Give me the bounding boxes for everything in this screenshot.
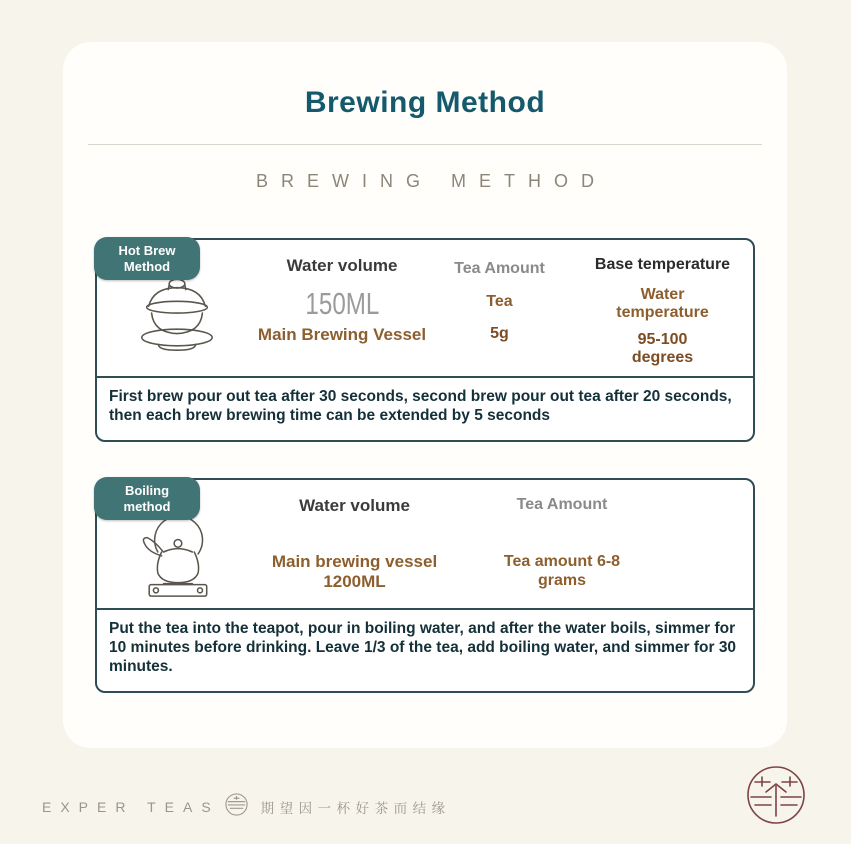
brand-name: EXPER TEAS [42, 799, 220, 815]
base-temperature-header: Base temperature [594, 256, 731, 273]
hot-brew-note: First brew pour out tea after 30 seconds, second brew pour out tea after 20 seconds, then each brew brewing time can be extended by 5 seconds [109, 388, 732, 424]
temperature-range: 95-100 degrees [631, 330, 694, 367]
water-temperature-label: Water temperature [616, 286, 709, 322]
boiling-card [95, 478, 755, 693]
tea-label: Tea [486, 293, 513, 310]
brand-slogan: 期望因一杯好茶而结缘 [260, 801, 451, 816]
hot-brew-badge: Hot Brew Method [94, 237, 200, 280]
boiling-badge: Boiling method [94, 477, 200, 520]
tea-seal-icon [743, 762, 809, 833]
vessel-label: Main Brewing Vessel [257, 325, 427, 344]
page-subtitle: BREWING METHOD [256, 171, 607, 191]
hot-brew-card [95, 238, 755, 442]
tea-amount-label: Tea amount 6-8 grams [503, 553, 621, 590]
water-volume-header: Water volume [286, 256, 398, 275]
vessel-volume-label: Main brewing vessel 1200ML [271, 552, 438, 592]
tea-cup-icon [224, 792, 249, 822]
tea-grams: 5g [490, 325, 509, 342]
footer-brand-row [42, 792, 451, 822]
content-panel [63, 42, 787, 748]
tea-amount-header: Tea Amount [516, 496, 608, 513]
title-divider [88, 144, 762, 145]
boiling-note: Put the tea into the teapot, pour in boiling water, and after the water boils, simmer for 10 minutes before drinking. Leave 1/3 of the tea, add boiling water, and simmer for 30 minutes. [109, 620, 737, 675]
tea-amount-header: Tea Amount [454, 260, 545, 277]
page-title: Brewing Method [304, 86, 546, 119]
water-volume-value: 150ML [305, 286, 379, 321]
water-volume-header: Water volume [299, 496, 410, 515]
